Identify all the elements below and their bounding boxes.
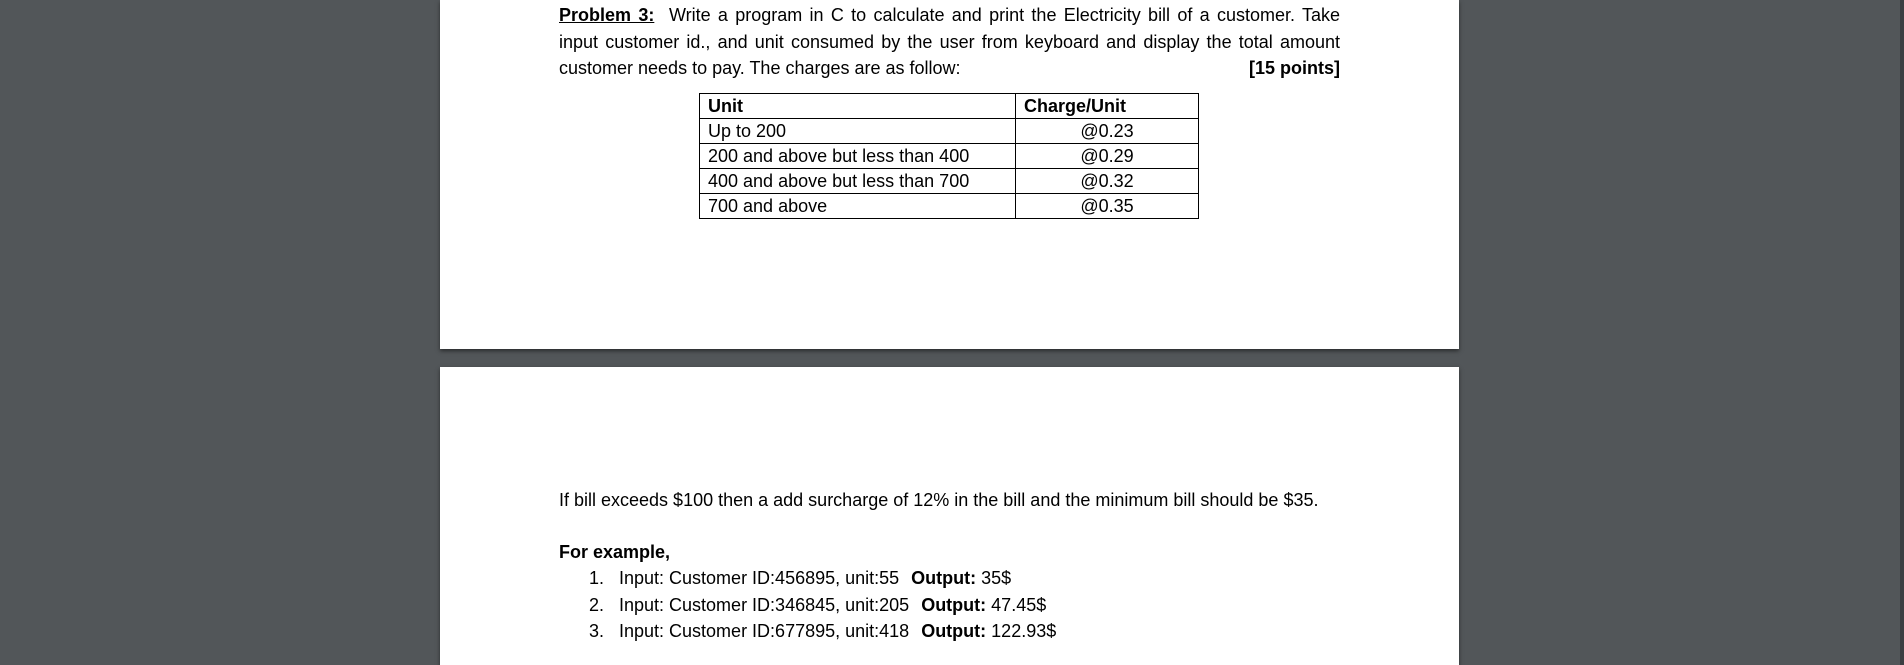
scrollbar[interactable] <box>1900 0 1904 665</box>
document-page-2 <box>440 367 1459 665</box>
table-header-unit: Unit <box>700 94 1016 119</box>
problem-label: Problem 3: <box>559 5 655 25</box>
output-label: Output: <box>911 568 977 588</box>
table-cell-charge: @0.32 <box>1016 169 1199 194</box>
table-header-row <box>700 94 1199 119</box>
example-input: Input: Customer ID:346845, unit:205 <box>619 594 910 615</box>
example-output: 47.45$ <box>991 594 1047 615</box>
table-cell-unit: 200 and above but less than 400 <box>700 144 1016 169</box>
table-cell-charge: @0.35 <box>1016 194 1199 219</box>
example-input: Input: Customer ID:456895, unit:55 <box>619 568 900 588</box>
table-header-charge: Charge/Unit <box>1016 94 1199 119</box>
table-cell-unit: 700 and above <box>700 194 1016 219</box>
output-label: Output: <box>921 594 987 615</box>
problem-text: Write a program in C to calculate and print the Electricity bill of a customer. Take input customer id., and unit consumed by the user from keyboard and display the total amount customer needs to pay. The charges are as follow: <box>559 5 1340 78</box>
list-number: 2. <box>589 594 605 615</box>
document-page-1 <box>440 0 1459 349</box>
table-row <box>700 119 1199 144</box>
table-row <box>700 194 1199 219</box>
surcharge-note: If bill exceeds $100 then a add surcharge of 12% in the bill and the minimum bill should be $35. <box>559 490 1319 510</box>
table-cell-charge: @0.23 <box>1016 119 1199 144</box>
output-label: Output: <box>921 621 987 641</box>
problem-statement <box>559 2 1340 82</box>
table-cell-charge: @0.29 <box>1016 144 1199 169</box>
table-cell-unit: 400 and above but less than 700 <box>700 169 1016 194</box>
list-item <box>589 592 1056 619</box>
points-label: [15 points] <box>1248 58 1340 78</box>
example-output: 122.93$ <box>991 621 1057 641</box>
list-number: 3. <box>589 621 605 641</box>
table-row <box>700 169 1199 194</box>
table-row <box>700 144 1199 169</box>
examples-heading: For example, <box>559 542 671 562</box>
examples-list <box>589 565 1056 645</box>
example-input: Input: Customer ID:677895, unit:418 <box>619 621 910 641</box>
list-item <box>589 618 1056 645</box>
list-item <box>589 565 1056 592</box>
table-cell-unit: Up to 200 <box>700 119 1016 144</box>
example-output: 35$ <box>981 568 1012 588</box>
list-number: 1. <box>589 568 605 588</box>
charges-table <box>699 93 1199 219</box>
